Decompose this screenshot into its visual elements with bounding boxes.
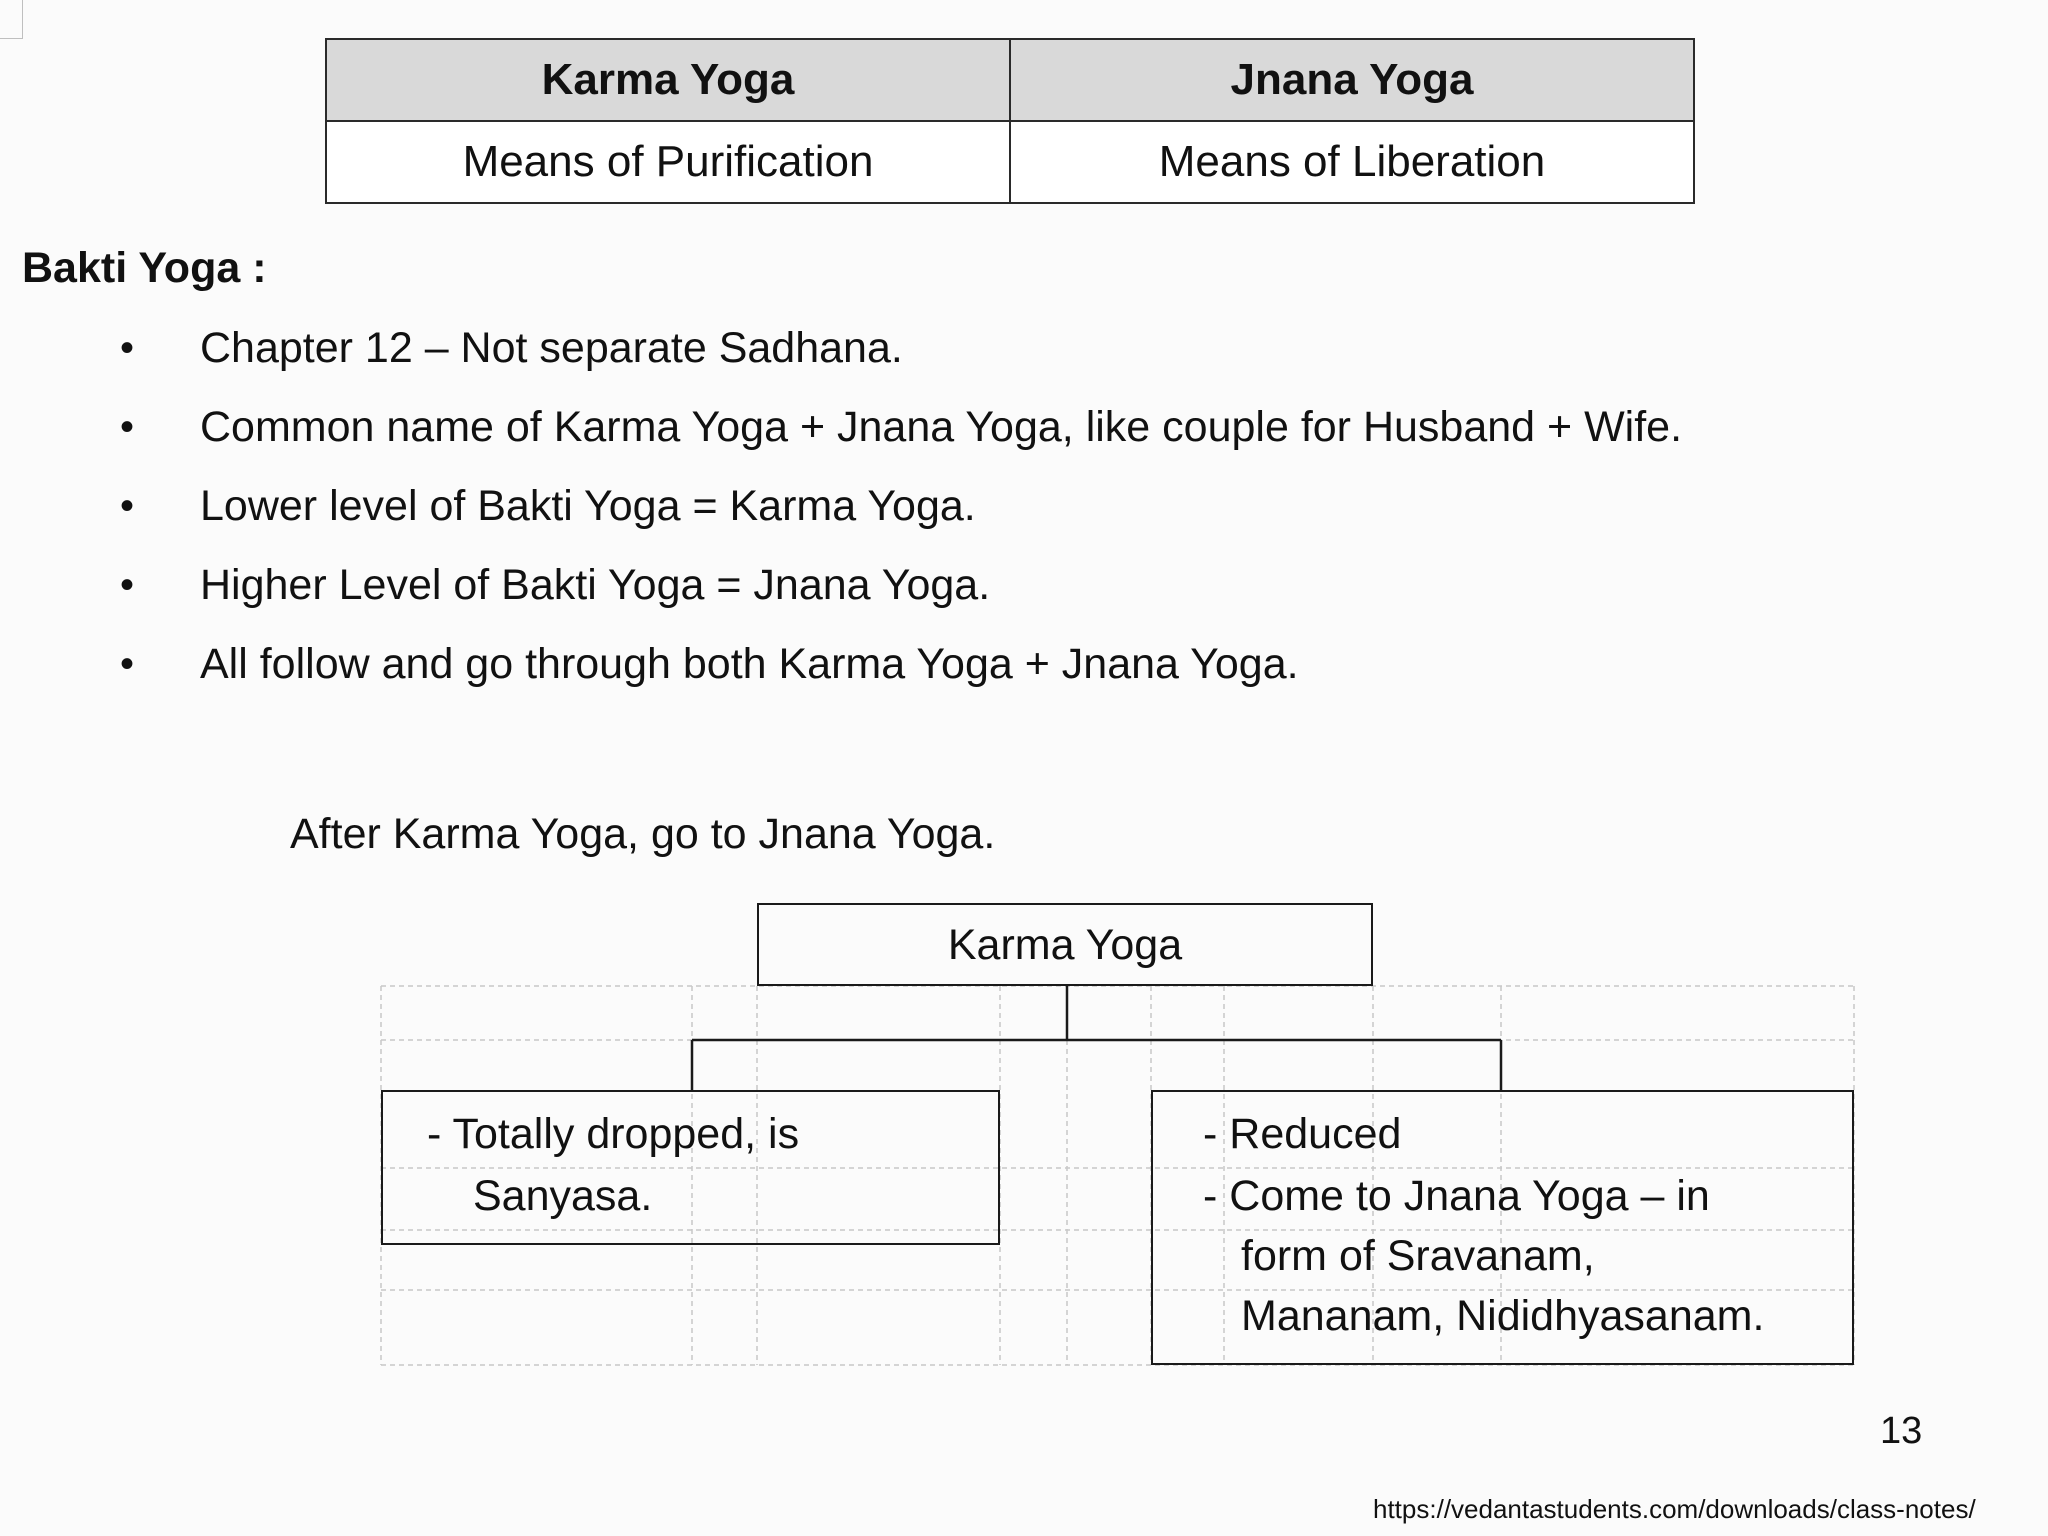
- after-karma-yoga-line: After Karma Yoga, go to Jnana Yoga.: [290, 810, 996, 858]
- right-node-line: - Reduced: [1203, 1110, 1402, 1158]
- diagram-tree-connectors: [692, 986, 1501, 1090]
- bullet-symbol: •: [120, 642, 135, 686]
- bullet-symbol: •: [120, 405, 135, 449]
- right-node-reduced: [1151, 1090, 1854, 1365]
- page-number: 13: [1880, 1410, 1923, 1452]
- root-node-label: Karma Yoga: [947, 921, 1183, 969]
- left-node-line: - Totally dropped, is: [427, 1110, 800, 1158]
- right-node-line: - Come to Jnana Yoga – in: [1203, 1172, 1710, 1220]
- page-corner-mark: [0, 0, 23, 39]
- bullet-text: Common name of Karma Yoga + Jnana Yoga, like couple for Husband + Wife.: [200, 403, 1683, 451]
- bullet-text: Lower level of Bakti Yoga = Karma Yoga.: [200, 482, 976, 530]
- bullet-symbol: •: [120, 563, 135, 607]
- table-row: [326, 121, 1694, 203]
- left-node-sanyasa: [381, 1090, 1000, 1245]
- bullet-text: Chapter 12 – Not separate Sadhana.: [200, 324, 903, 372]
- right-node-line: form of Sravanam,: [1241, 1232, 1595, 1280]
- bullet-symbol: •: [120, 484, 135, 528]
- table-header-row: [326, 39, 1694, 121]
- table-cell-purification: Means of Purification: [326, 121, 1010, 203]
- bullet-text: All follow and go through both Karma Yoga + Jnana Yoga.: [200, 640, 1299, 688]
- table-header-jnana-yoga: Jnana Yoga: [1010, 39, 1694, 121]
- left-node-line: Sanyasa.: [473, 1172, 653, 1220]
- table-header-karma-yoga: Karma Yoga: [326, 39, 1010, 121]
- bullet-text: Higher Level of Bakti Yoga = Jnana Yoga.: [200, 561, 991, 609]
- bullet-symbol: •: [120, 326, 135, 370]
- right-node-line: Mananam, Nididhyasanam.: [1241, 1292, 1765, 1340]
- section-heading: Bakti Yoga :: [22, 244, 267, 292]
- table-cell-liberation: Means of Liberation: [1010, 121, 1694, 203]
- footer-url: https://vedantastudents.com/downloads/class-notes/: [1373, 1494, 1976, 1524]
- diagram-dashed-grid: [381, 986, 1854, 1365]
- comparison-table: [325, 38, 1695, 204]
- root-node-karma-yoga: [757, 903, 1373, 986]
